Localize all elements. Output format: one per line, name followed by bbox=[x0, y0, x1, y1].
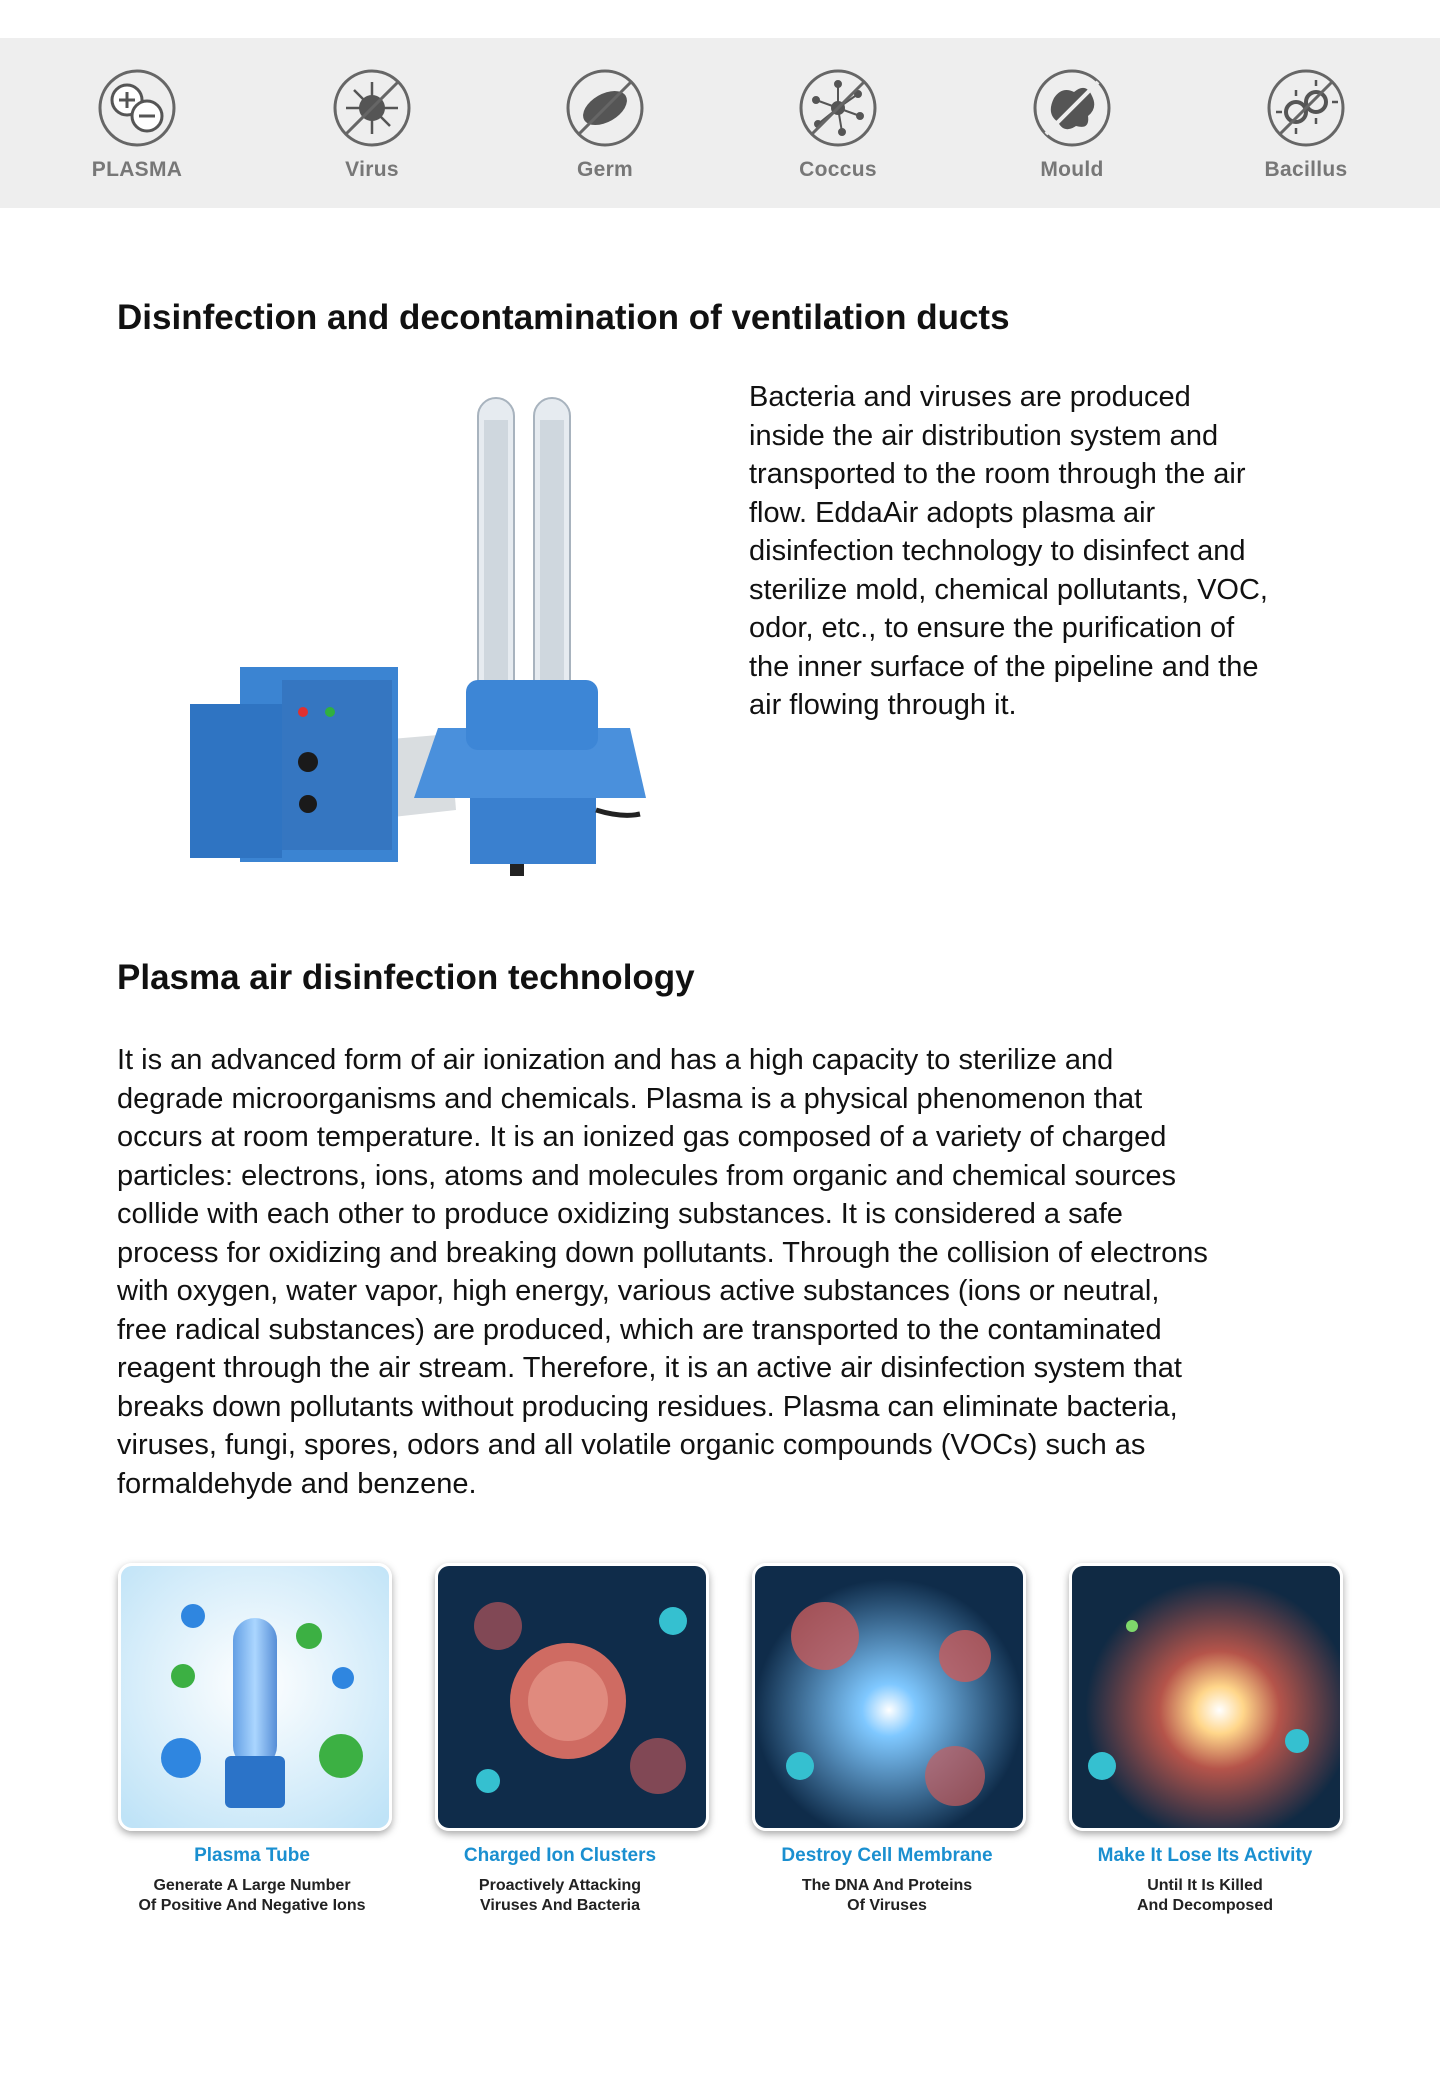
section1-title: Disinfection and decontamination of ventilation ducts bbox=[117, 298, 1010, 337]
paragraph-line: sterilize mold, chemical pollutants, VOC, bbox=[749, 573, 1268, 606]
icon-label: PLASMA bbox=[91, 158, 183, 181]
card-title: Destroy Cell Membrane bbox=[781, 1845, 993, 1866]
germ-icon bbox=[565, 68, 645, 148]
paragraph-line: air flowing through it. bbox=[749, 689, 1017, 721]
card-subtitle bbox=[727, 1876, 1047, 1916]
paragraph-line: the inner surface of the pipeline and the bbox=[749, 650, 1259, 683]
plasma-tube-right bbox=[534, 398, 570, 698]
paragraph-line: transported to the room through the air bbox=[749, 458, 1246, 490]
paragraph-line: inside the air distribution system and bbox=[749, 419, 1219, 452]
section2-title: Plasma air disinfection technology bbox=[117, 958, 695, 997]
paragraph-line: reagent through the air stream. Therefore, it is an active air disinfection system that bbox=[117, 1352, 1182, 1384]
icon-label: Virus bbox=[345, 158, 399, 181]
bacillus-icon bbox=[1266, 68, 1346, 148]
device-image bbox=[170, 390, 650, 880]
virus-icon bbox=[332, 68, 412, 148]
paragraph-line: free radical substances) are produced, which are transported to the contaminated bbox=[117, 1313, 1162, 1346]
paragraph-line: flow. EddaAir adopts plasma air bbox=[749, 496, 1156, 529]
card-subtitle bbox=[1045, 1876, 1365, 1916]
card-destroy-membrane-image bbox=[752, 1563, 1026, 1831]
card-subtitle-line: Proactively Attacking bbox=[478, 1877, 642, 1894]
card-subtitle-line: Of Viruses bbox=[847, 1897, 927, 1914]
icon-label: Coccus bbox=[799, 158, 877, 181]
card-subtitle bbox=[92, 1876, 412, 1916]
icon-bar bbox=[0, 38, 1440, 208]
card-subtitle-line: Of Positive And Negative Ions bbox=[138, 1897, 366, 1914]
paragraph-line: Bacteria and viruses are produced bbox=[749, 381, 1191, 413]
icon-item-virus bbox=[292, 68, 452, 182]
card-subtitle-line: Viruses And Bacteria bbox=[479, 1897, 641, 1914]
icon-item-coccus bbox=[758, 68, 918, 182]
paragraph-line: collide with each other to produce oxidizing substances. It is considered a safe bbox=[117, 1198, 1123, 1230]
paragraph-line: occurs at room temperature. It is an ionized gas composed of a variety of charged bbox=[117, 1121, 1167, 1153]
paragraph-line: with oxygen, water vapor, high energy, various active substances (ions or neutral, bbox=[117, 1275, 1160, 1307]
coccus-icon bbox=[798, 68, 878, 148]
icon-item-plasma bbox=[57, 68, 217, 182]
card-subtitle-line: And Decomposed bbox=[1136, 1897, 1273, 1914]
card-lose-activity-image bbox=[1069, 1563, 1343, 1831]
paragraph-line: degrade microorganisms and chemicals. Plasma is a physical phenomenon that bbox=[117, 1082, 1143, 1115]
icon-label: Bacillus bbox=[1264, 158, 1348, 181]
paragraph-line: process for oxidizing and breaking down pollutants. Through the collision of electrons bbox=[117, 1236, 1208, 1269]
card-title: Plasma Tube bbox=[194, 1845, 310, 1866]
icon-label: Germ bbox=[576, 158, 634, 181]
card-plasma-tube-image bbox=[118, 1563, 392, 1831]
card-subtitle bbox=[400, 1876, 720, 1916]
paragraph-line: particles: electrons, ions, atoms and molecules from organic and chemical sources bbox=[117, 1159, 1176, 1192]
paragraph-line: viruses, fungi, spores, odors and all volatile organic compounds (VOCs) such as bbox=[117, 1429, 1146, 1461]
icon-label: Mould bbox=[1040, 158, 1104, 181]
paragraph-line: formaldehyde and benzene. bbox=[117, 1467, 477, 1500]
icon-item-germ bbox=[525, 68, 685, 182]
plasma-tube-left bbox=[478, 398, 514, 698]
card-subtitle-line: The DNA And Proteins bbox=[801, 1877, 973, 1894]
mould-icon bbox=[1032, 68, 1112, 148]
icon-item-mould bbox=[992, 68, 1152, 182]
card-subtitle-line: Until It Is Killed bbox=[1147, 1877, 1263, 1894]
paragraph-line: odor, etc., to ensure the purification of bbox=[749, 612, 1235, 644]
card-charged-ion-image bbox=[435, 1563, 709, 1831]
paragraph-line: disinfection technology to disinfect and bbox=[749, 535, 1246, 567]
paragraph-line: It is an advanced form of air ionization and has a high capacity to sterilize and bbox=[117, 1044, 1114, 1076]
card-title: Charged Ion Clusters bbox=[463, 1845, 657, 1866]
plasma-icon bbox=[97, 68, 177, 148]
icon-item-bacillus bbox=[1226, 68, 1386, 182]
card-subtitle-line: Generate A Large Number bbox=[153, 1877, 351, 1894]
paragraph-line: breaks down pollutants without producing residues. Plasma can eliminate bacteria, bbox=[117, 1390, 1178, 1423]
card-title: Make It Lose Its Activity bbox=[1097, 1845, 1313, 1866]
